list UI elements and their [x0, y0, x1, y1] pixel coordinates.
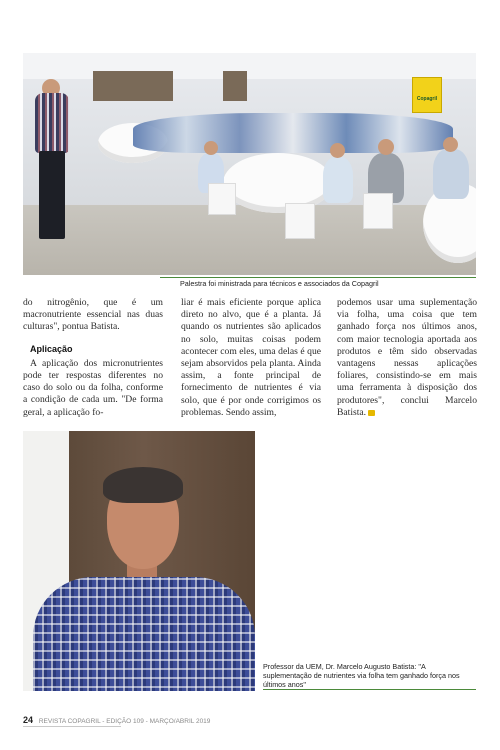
chair [363, 193, 393, 229]
article-column-3 [337, 297, 477, 419]
column-2-body: liar é mais eficiente porque aplica direto no alvo, que é a planta. Já quando os nutrientes são aplicados no solo, muitas coisas podem acontecer com eles, uma delas é que sejam absorvidos pela planta. Ainda assim, a fonte principal de fornecimento de nutrientes é via solo, que é por onde corrigimos os problemas. Sendo assim, [181, 297, 321, 418]
article-column-2 [181, 297, 321, 419]
page-number: 24 [23, 715, 34, 725]
article-column-1 [23, 297, 163, 419]
portrait-caption: Professor da UEM, Dr. Marcelo Augusto Batista: "A suplementação de nutrientes via folha tem ganhado força nos últimos anos" [263, 662, 460, 689]
publication-info: REVISTA COPAGRIL - EDIÇÃO 109 - MARÇO/ABRIL 2019 [38, 718, 211, 725]
speaker-shirt [35, 93, 69, 153]
window-right [223, 71, 247, 101]
hair [103, 467, 183, 503]
page-footer [23, 715, 210, 725]
window-left [93, 71, 173, 101]
round-table [223, 153, 333, 213]
attendee [323, 157, 353, 203]
speaker-legs [39, 151, 65, 239]
ceiling [23, 53, 476, 79]
caption-rule-bottom [263, 689, 476, 690]
attendee-head [330, 143, 345, 158]
attendee-head [443, 137, 458, 152]
top-photo-caption: Palestra foi ministrada para técnicos e associados da Copagril [180, 279, 379, 288]
chair [208, 183, 236, 215]
footer-rule [23, 726, 121, 727]
plaid-shirt [33, 577, 255, 691]
column-3-body [337, 297, 477, 419]
chair [285, 203, 315, 239]
attendee [433, 149, 469, 199]
column-3-text: podemos usar uma suplementação via folha, uma coisa que tem ganhado força nos últimos anos, com maior tecnologia aportada aos produtos e têm sido observadas vantagens nessas aplicações foliares, consistindo-se em mais uma ferramenta à disposição dos produtores", conclui Marcelo Batista. [337, 297, 477, 418]
copagril-banner: Copagril [412, 77, 442, 113]
attendee-head [378, 139, 394, 155]
event-photo [23, 53, 476, 275]
column-1-intro: do nitrogênio, que é um macronutriente essencial nas duas culturas", pontua Batista. [23, 297, 163, 333]
portrait-photo [23, 431, 255, 691]
article-end-icon [368, 410, 375, 416]
audience [133, 113, 453, 153]
subheading-aplicacao: Aplicação [30, 343, 73, 354]
caption-rule-top [160, 277, 476, 278]
floor [23, 205, 476, 275]
column-1-body: A aplicação dos micronutrientes pode ter respostas diferentes no caso do solo ou da folha, conforme a condição de cada um. "De forma geral, a aplicação fo- [23, 357, 163, 418]
attendee-head [204, 141, 218, 155]
